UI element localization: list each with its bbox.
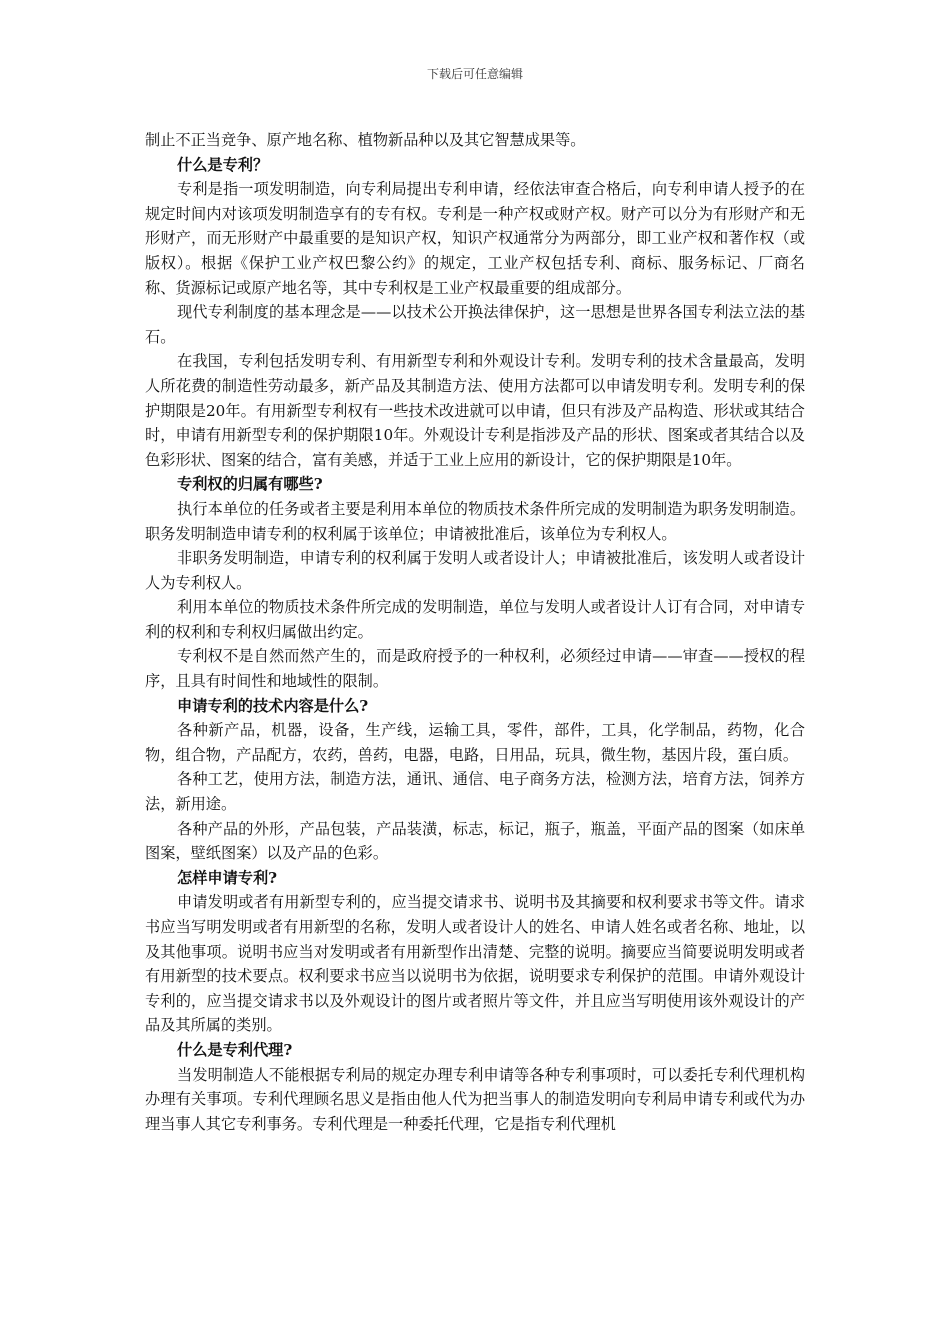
paragraph: 现代专利制度的基本理念是——以技术公开换法律保护，这一思想是世界各国专利法立法的基石。 — [145, 303, 805, 346]
paragraph: 执行本单位的任务或者主要是利用本单位的物质技术条件所完成的发明制造为职务发明制造。职务发明制造申请专利的权利属于该单位；申请被批准后，该单位为专利权人。 — [145, 499, 805, 543]
document-body — [145, 128, 805, 1136]
section-heading: 专利权的归属有哪些? — [177, 475, 323, 494]
section-heading: 什么是专利？ — [177, 155, 269, 174]
paragraph: 利用本单位的物质技术条件所完成的发明制造，单位与发明人或者设计人订有合同，对申请专利的权利和专利权归属做出约定。 — [145, 598, 805, 641]
section-heading: 什么是专利代理? — [177, 1040, 293, 1059]
paragraph: 各种新产品，机器，设备，生产线，运输工具，零件，部件，工具，化学制品，药物，化合物，组合物，产品配方，农药，兽药，电器，电路，日用品，玩具，微生物，基因片段，蛋白质。 — [145, 721, 805, 764]
paragraph: 专利权不是自然而然产生的，而是政府授予的一种权利，必须经过申请——审查——授权的程序，且具有时间性和地域性的限制。 — [145, 647, 805, 691]
paragraph: 当发明制造人不能根据专利局的规定办理专利申请等各种专利事项时，可以委托专利代理机构办理有关事项。专利代理顾名思义是指由他人代为把当事人的制造发明向专利局申请专利或代为办理当事人其它专利事务。专利代理是一种委托代理，它是指专利代理机 — [145, 1065, 805, 1133]
paragraph: 申请发明或者有用新型专利的，应当提交请求书、说明书及其摘要和权利要求书等文件。请求书应当写明发明或者有用新型的名称，发明人或者设计人的姓名、申请人姓名或者名称、地址，以及其他事项。说明书应当对发明或者有用新型作出清楚、完整的说明。摘要应当简要说明发明或者有用新型的技术要点。权利要求书应当以说明书为依据，说明要求专利保护的范围。申请外观设计专利的，应当提交请求书以及外观设计的图片或者照片等文件，并且应当写明使用该外观设计的产品及其所属的类别。 — [145, 893, 805, 1035]
paragraph: 各种工艺，使用方法，制造方法，通讯、通信、电子商务方法，检测方法，培育方法，饲养方法，新用途。 — [145, 770, 805, 814]
paragraph: 专利是指一项发明制造，向专利局提出专利申请，经依法审查合格后，向专利申请人授予的在规定时间内对该项发明制造享有的专有权。专利是一种产权或财产权。财产可以分为有形财产和无形财产，而无形财产中最重要的是知识产权，知识产权通常分为两部分，即工业产权和著作权（或版权）。根据《保护工业产权巴黎公约》的规定，工业产权包括专利、商标、服务标记、厂商名称、货源标记或原产地名等，其中专利权是工业产权最重要的组成部分。 — [145, 180, 805, 297]
paragraph: 非职务发明制造，申请专利的权利属于发明人或者设计人；申请被批准后，该发明人或者设计人为专利权人。 — [145, 549, 805, 592]
section-heading: 怎样申请专利? — [177, 868, 278, 887]
page-header: 下载后可任意编辑 — [426, 67, 523, 81]
section-heading: 申请专利的技术内容是什么? — [177, 696, 369, 715]
paragraph: 制止不正当竞争、原产地名称、植物新品种以及其它智慧成果等。 — [145, 131, 586, 149]
paragraph: 在我国，专利包括发明专利、有用新型专利和外观设计专利。发明专利的技术含量最高，发明人所花费的制造性劳动最多，新产品及其制造方法、使用方法都可以申请发明专利。发明专利的保护期限是20年。有用新型专利权有一些技术改进就可以申请，但只有涉及产品构造、形状或其结合时，申请有用新型专利的保护期限10年。外观设计专利是指涉及产品的形状、图案或者其结合以及色彩形状、图案的结合，富有美感，并适于工业上应用的新设计，它的保护期限是10年。 — [145, 352, 805, 469]
paragraph: 各种产品的外形，产品包装，产品装潢，标志，标记，瓶子，瓶盖，平面产品的图案（如床单图案，壁纸图案）以及产品的色彩。 — [145, 819, 805, 863]
